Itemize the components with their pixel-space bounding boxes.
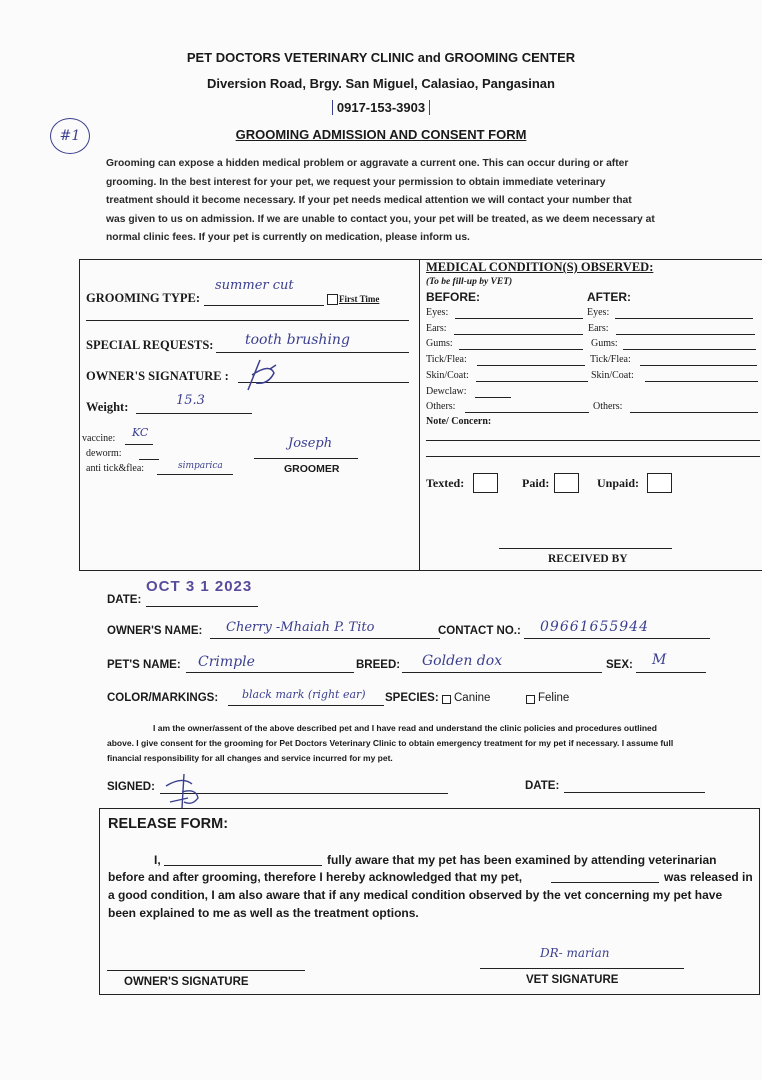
vet-signature-value: DR- marian xyxy=(540,946,610,960)
owner-name-label: OWNER'S NAME: xyxy=(107,625,203,637)
after-ears-label: Ears: xyxy=(588,323,609,334)
before-dewclaw-label: Dewclaw: xyxy=(426,386,467,397)
deworm-field[interactable] xyxy=(139,459,159,460)
note-concern-label: Note/ Concern: xyxy=(426,416,492,427)
after-ears-field[interactable] xyxy=(616,334,755,335)
before-gums-label: Gums: xyxy=(426,338,453,349)
release-l1b: fully aware that my pet has been examined by attending veterinarian xyxy=(327,853,717,867)
first-time-label: First Time xyxy=(339,294,380,304)
release-owner-name-field[interactable] xyxy=(164,865,322,866)
after-gums-field[interactable] xyxy=(623,349,756,350)
species-canine-label: Canine xyxy=(454,692,491,704)
release-owner-signature-label: OWNER'S SIGNATURE xyxy=(124,976,249,988)
species-feline-label: Feline xyxy=(538,692,570,704)
signed-date-field[interactable] xyxy=(564,792,705,793)
grooming-type-field[interactable] xyxy=(204,305,324,306)
vaccine-value: KC xyxy=(132,426,149,439)
before-eyes-field[interactable] xyxy=(455,318,583,319)
release-l2a: before and after grooming, therefore I hereby acknowledged that my pet, xyxy=(108,870,523,884)
consent-line: financial responsibility for all changes and service incurred for my pet. xyxy=(107,753,393,763)
release-owner-signature-field[interactable] xyxy=(107,970,305,971)
phone-number: 0917-153-3903 xyxy=(332,100,430,115)
pet-name-label: PET'S NAME: xyxy=(107,659,181,671)
after-label: AFTER: xyxy=(587,290,631,304)
owner-signature-mark xyxy=(240,355,290,395)
contact-label: CONTACT NO.: xyxy=(438,625,521,637)
unpaid-label: Unpaid: xyxy=(597,476,640,490)
after-skincoat-label: Skin/Coat: xyxy=(591,370,634,381)
grooming-type-line-2[interactable] xyxy=(86,320,409,321)
margin-note-circle xyxy=(50,118,90,154)
note-line-1[interactable] xyxy=(426,440,760,441)
release-l2b: was released in xyxy=(664,870,753,884)
release-l4: been explained to me as well as the treatment options. xyxy=(108,906,419,920)
owner-name-field[interactable] xyxy=(210,638,440,639)
species-label: SPECIES: xyxy=(385,692,439,704)
special-requests-label: SPECIAL REQUESTS: xyxy=(86,338,214,352)
intro-line: grooming. In the best interest for your pet, we request your permission to obtain immediate veterinary xyxy=(106,176,606,188)
sex-label: SEX: xyxy=(606,659,633,671)
special-requests-field[interactable] xyxy=(216,352,409,353)
intro-line: treatment should it become necessary. If your pet needs medical attention we will contact your number that xyxy=(106,195,632,206)
intro-paragraph xyxy=(106,155,716,248)
breed-label: BREED: xyxy=(356,659,401,671)
pet-name-value: Crimple xyxy=(198,654,255,670)
before-eyes-label: Eyes: xyxy=(426,307,449,318)
release-pet-name-field[interactable] xyxy=(551,882,659,883)
date-label: DATE: xyxy=(107,594,142,606)
before-tickflea-field[interactable] xyxy=(477,365,585,366)
before-tickflea-label: Tick/Flea: xyxy=(426,354,467,365)
signed-date-label: DATE: xyxy=(525,780,560,792)
after-gums-label: Gums: xyxy=(591,338,618,349)
column-divider xyxy=(419,259,420,571)
deworm-label: deworm: xyxy=(86,448,122,459)
consent-line: I am the owner/assent of the above described pet and I have read and understand the clinic policies and procedures outlined xyxy=(153,723,657,733)
vaccine-label: vaccine: xyxy=(82,433,116,444)
intro-line: Grooming can expose a hidden medical problem or aggravate a current one. This can occur during or after xyxy=(106,158,629,169)
weight-value: 15.3 xyxy=(176,393,205,408)
intro-line: normal clinic fees. If your pet is currently on medication, please inform us. xyxy=(106,232,470,243)
groomer-value: Joseph xyxy=(288,436,333,451)
date-field[interactable] xyxy=(146,606,258,607)
date-stamp: OCT 3 1 2023 xyxy=(146,578,253,595)
color-markings-label: COLOR/MARKINGS: xyxy=(107,692,219,704)
margin-note: #1 xyxy=(59,128,81,144)
grooming-type-value: summer cut xyxy=(215,278,294,293)
antitick-label: anti tick&flea: xyxy=(86,463,145,474)
after-others-label: Others: xyxy=(593,401,623,412)
release-vet-signature-label: VET SIGNATURE xyxy=(526,974,619,986)
note-line-2[interactable] xyxy=(426,456,760,457)
release-l1a: I, xyxy=(154,853,161,867)
before-label: BEFORE: xyxy=(426,290,480,304)
color-markings-value: black mark (right ear) xyxy=(242,688,366,701)
sex-value: M xyxy=(652,652,667,668)
before-skincoat-field[interactable] xyxy=(476,381,588,382)
contact-field[interactable] xyxy=(524,638,710,639)
first-time-checkbox[interactable] xyxy=(327,294,338,305)
medical-subtitle: (To be fill-up by VET) xyxy=(426,277,513,287)
color-markings-field[interactable] xyxy=(228,705,384,706)
before-ears-label: Ears: xyxy=(426,323,447,334)
grooming-type-label: GROOMING TYPE: xyxy=(86,291,201,305)
groomer-label: GROOMER xyxy=(284,463,340,475)
consent-paragraph xyxy=(107,721,719,766)
after-tickflea-field[interactable] xyxy=(640,365,757,366)
pet-name-field[interactable] xyxy=(186,672,354,673)
owner-signature-label: OWNER'S SIGNATURE : xyxy=(86,369,229,383)
texted-checkbox[interactable] xyxy=(473,473,498,493)
clinic-address: Diversion Road, Brgy. San Miguel, Calasiao, Pangasinan xyxy=(207,76,555,91)
antitick-field[interactable] xyxy=(157,474,233,475)
sex-field[interactable] xyxy=(636,672,706,673)
antitick-value: simparica xyxy=(178,461,223,471)
vaccine-field[interactable] xyxy=(125,444,153,445)
special-requests-value: tooth brushing xyxy=(245,332,350,348)
unpaid-checkbox[interactable] xyxy=(647,473,672,493)
groomer-field[interactable] xyxy=(254,458,358,459)
received-by-label: RECEIVED BY xyxy=(548,553,628,565)
medical-title: MEDICAL CONDITION(S) OBSERVED: xyxy=(426,260,654,274)
breed-field[interactable] xyxy=(402,672,602,673)
clinic-name: PET DOCTORS VETERINARY CLINIC and GROOMING CENTER xyxy=(186,50,576,65)
species-feline-checkbox[interactable] xyxy=(526,695,535,704)
before-dewclaw-field[interactable] xyxy=(475,397,511,398)
release-vet-signature-field[interactable] xyxy=(480,968,684,969)
weight-label: Weight: xyxy=(86,400,129,414)
release-l3: a good condition, I am also aware that if any medical condition observed by the vet concerning my pet have xyxy=(108,888,723,902)
before-gums-field[interactable] xyxy=(459,349,583,350)
form-title: GROOMING ADMISSION AND CONSENT FORM xyxy=(235,127,527,142)
before-skincoat-label: Skin/Coat: xyxy=(426,370,469,381)
before-ears-field[interactable] xyxy=(454,334,583,335)
after-tickflea-label: Tick/Flea: xyxy=(590,354,631,365)
paid-checkbox[interactable] xyxy=(554,473,579,493)
texted-label: Texted: xyxy=(426,476,465,490)
before-others-field[interactable] xyxy=(465,412,589,413)
contact-value: 09661655944 xyxy=(540,619,649,635)
after-skincoat-field[interactable] xyxy=(645,381,758,382)
after-eyes-field[interactable] xyxy=(615,318,753,319)
clinic-phone xyxy=(0,100,762,115)
signed-signature-mark xyxy=(162,772,222,812)
intro-line: was given to us on admission. If we are unable to contact you, your pet will be treated, as we deem necessary at xyxy=(106,213,655,225)
owner-name-value: Cherry -Mhaiah P. Tito xyxy=(226,620,375,635)
consent-line: above. I give consent for the grooming for Pet Doctors Veterinary Clinic to obtain emergency treatment for my pet if necessary. I assume full xyxy=(107,738,674,748)
after-others-field[interactable] xyxy=(630,412,758,413)
species-canine-checkbox[interactable] xyxy=(442,695,451,704)
paid-label: Paid: xyxy=(522,476,550,490)
after-eyes-label: Eyes: xyxy=(587,307,610,318)
release-title: RELEASE FORM: xyxy=(108,816,229,832)
weight-field[interactable] xyxy=(136,413,252,414)
breed-value: Golden dox xyxy=(422,653,503,669)
received-by-field[interactable] xyxy=(499,548,672,549)
signed-label: SIGNED: xyxy=(107,781,155,793)
before-others-label: Others: xyxy=(426,401,456,412)
